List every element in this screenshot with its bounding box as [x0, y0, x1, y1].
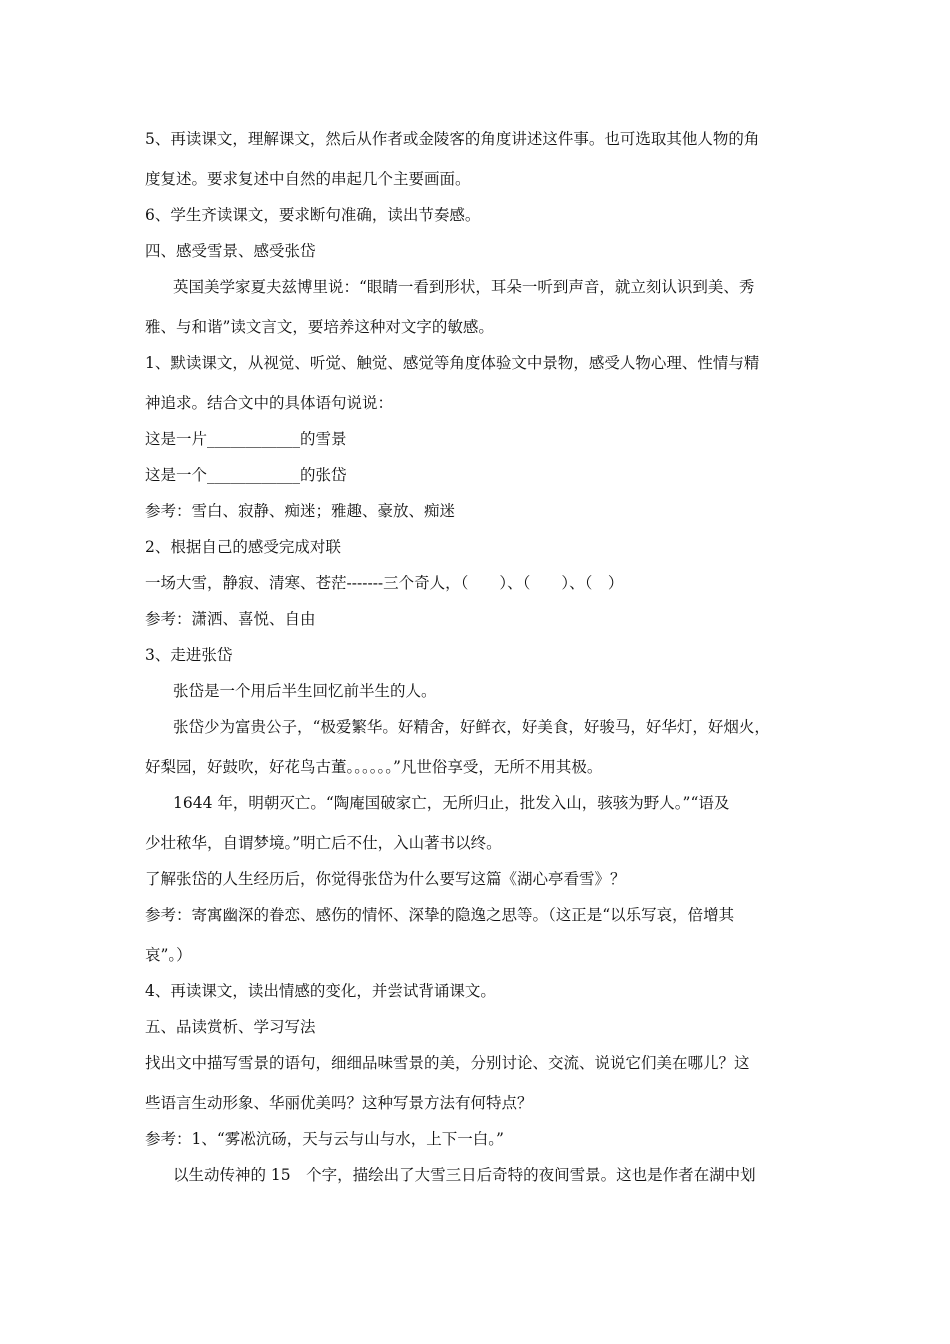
text-line: 这是一片____________的雪景: [145, 430, 347, 448]
text-line: 张岱少为富贵公子，“极爱繁华。好精舍，好鲜衣，好美食，好骏马，好华灯，好烟火，: [173, 718, 770, 736]
section-heading: 四、感受雪景、感受张岱: [145, 242, 316, 260]
text-line: 找出文中描写雪景的语句，细细品味雪景的美，分别讨论、交流、说说它们美在哪儿？这: [145, 1054, 750, 1072]
text-line: 6、学生齐读课文，要求断句准确，读出节奏感。: [145, 206, 481, 224]
text-line: 参考：潇洒、喜悦、自由: [145, 610, 316, 628]
text-line: 2、根据自己的感受完成对联: [145, 538, 341, 556]
text-line: 3、走进张岱: [145, 646, 233, 664]
text-line: 英国美学家夏夫兹博里说：“眼睛一看到形状，耳朵一听到声音，就立刻认识到美、秀: [173, 278, 755, 296]
text-line: 1644 年，明朝灭亡。“陶庵国破家亡，无所归止，批发入山，骇骇为野人。”“语及: [173, 794, 730, 812]
text-line: 以生动传神的 15 个字，描绘出了大雪三日后奇特的夜间雪景。这也是作者在湖中划: [173, 1166, 756, 1184]
text-line: 5、再读课文，理解课文，然后从作者或金陵客的角度讲述这件事。也可选取其他人物的角: [145, 130, 760, 148]
text-line: 参考：雪白、寂静、痴迷；雅趣、豪放、痴迷: [145, 502, 456, 520]
text-line: 少壮秾华，自谓梦境。”明亡后不仕，入山著书以终。: [145, 834, 502, 852]
text-line: 这是一个____________的张岱: [145, 466, 347, 484]
text-line: 些语言生动形象、华丽优美吗？这种写景方法有何特点？: [145, 1094, 533, 1112]
text-line: 一场大雪，静寂、清寒、苍茫-------三个奇人，（ ）、（ ）、（ ）: [145, 574, 624, 592]
text-line: 度复述。要求复述中自然的串起几个主要画面。: [145, 170, 471, 188]
text-line: 参考：寄寓幽深的眷恋、感伤的情怀、深挚的隐逸之思等。（这正是“以乐写哀，倍增其: [145, 906, 735, 924]
text-line: 好梨园，好鼓吹，好花鸟古董。。。。。。”凡世俗享受，无所不用其极。: [145, 758, 603, 776]
section-heading: 五、品读赏析、学习写法: [145, 1018, 316, 1036]
text-line: 4、再读课文，读出情感的变化，并尝试背诵课文。: [145, 982, 496, 1000]
text-line: 张岱是一个用后半生回忆前半生的人。: [173, 682, 437, 700]
text-line: 1、默读课文，从视觉、听觉、触觉、感觉等角度体验文中景物，感受人物心理、性情与精: [145, 354, 760, 372]
text-line: 哀”。）: [145, 946, 192, 964]
text-line: 雅、与和谐”读文言文，要培养这种对文字的敏感。: [145, 318, 494, 336]
text-line: 了解张岱的人生经历后，你觉得张岱为什么要写这篇《湖心亭看雪》？: [145, 870, 626, 888]
text-line: 神追求。结合文中的具体语句说说：: [145, 394, 394, 412]
text-line: 参考：1、“雾凇沆砀，天与云与山与水，上下一白。”: [145, 1130, 504, 1148]
